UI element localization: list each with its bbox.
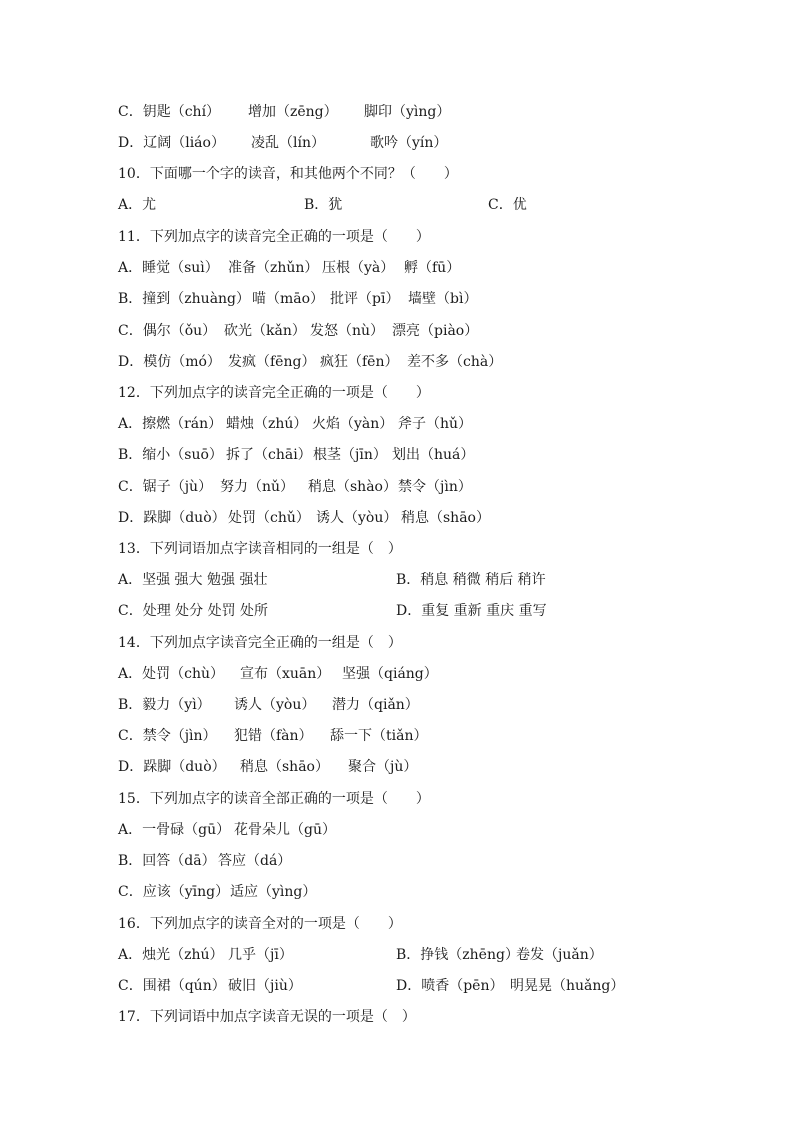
answer-option[interactable]: C．禁令（jìn）: [118, 728, 217, 744]
answer-option[interactable]: D．模仿（mó）: [118, 354, 221, 370]
question-text: 10．下面哪一个字的读音，和其他两个不同？（ ）: [118, 166, 458, 182]
word-item: 歌吟（yín）: [370, 135, 448, 151]
word-item: 增加（zēng）: [248, 104, 338, 120]
word-item: 差不多（chà）: [407, 354, 503, 370]
answer-option-b[interactable]: B．犹: [304, 197, 343, 213]
answer-option-b[interactable]: B．稍息 稍微 稍后 稍许: [396, 572, 546, 588]
answer-option[interactable]: B．毅力（yì）: [118, 697, 211, 713]
word-item: 斧子（hǔ）: [398, 416, 473, 432]
word-item: 适应（yìng）: [230, 884, 317, 900]
answer-option[interactable]: D．跺脚（duò）: [118, 510, 226, 526]
answer-option-c[interactable]: C．优: [488, 197, 527, 213]
word-item: 划出（huá）: [392, 447, 475, 463]
answer-option[interactable]: C．偶尔（ǒu）: [118, 323, 217, 339]
question-text: 12．下列加点字的读音完全正确的一项是（ ）: [118, 385, 430, 401]
word-item: 处罚（chǔ）: [228, 510, 310, 526]
question-text: 17．下列词语中加点字读音无误的一项是（ ）: [118, 1009, 416, 1025]
word-item: 准备（zhǔn）: [228, 260, 319, 276]
answer-option-b[interactable]: B．挣钱（zhēng）: [396, 947, 519, 963]
word-item: 诱人（yòu）: [316, 510, 398, 526]
word-item: 喵（māo）: [252, 291, 325, 307]
question-text: 16．下列加点字的读音全对的一项是（ ）: [118, 916, 402, 932]
answer-option-c[interactable]: C．围裙（qún）: [118, 978, 226, 994]
word-item: 努力（nǔ）: [220, 479, 295, 495]
word-item: 拆了（chāi）: [226, 447, 312, 463]
word-item: 脚印（yìng）: [364, 104, 451, 120]
word-item: 稍息（shāo）: [401, 510, 490, 526]
word-item: 火焰（yàn）: [312, 416, 394, 432]
word-item: 根茎（jīn）: [313, 447, 387, 463]
answer-option[interactable]: D．辽阔（liáo）: [118, 135, 225, 151]
answer-option-a[interactable]: A．尤: [118, 197, 157, 213]
answer-option-c[interactable]: C．处理 处分 处罚 处所: [118, 603, 269, 619]
word-item: 聚合（jù）: [348, 759, 418, 775]
word-item: 几乎（jī）: [228, 947, 293, 963]
answer-option[interactable]: A．处罚（chù）: [118, 666, 224, 682]
answer-option-d[interactable]: D．重复 重新 重庆 重写: [396, 603, 547, 619]
word-item: 诱人（yòu）: [234, 697, 316, 713]
word-item: 砍光（kǎn）: [224, 323, 306, 339]
answer-option[interactable]: A．睡觉（suì）: [118, 260, 219, 276]
word-item: 破旧（jiù）: [228, 978, 302, 994]
answer-option-a[interactable]: A．坚强 强大 勉强 强壮: [118, 572, 268, 588]
word-item: 稍息（shào）: [308, 479, 397, 495]
word-item: 疯狂（fēn）: [320, 354, 399, 370]
answer-option[interactable]: C．钥匙（chí）: [118, 104, 221, 120]
word-item: 凌乱（lín）: [251, 135, 325, 151]
answer-option[interactable]: C．锯子（jù）: [118, 479, 213, 495]
word-item: 发怒（nù）: [310, 323, 385, 339]
question-text: 14．下列加点字读音完全正确的一组是（ ）: [118, 635, 402, 651]
question-text: 11．下列加点字的读音完全正确的一项是（ ）: [118, 229, 430, 245]
word-item: 卷发（juǎn）: [516, 947, 603, 963]
word-item: 发疯（fēng）: [228, 354, 316, 370]
answer-option[interactable]: B．回答（dā）: [118, 853, 216, 869]
word-item: 压根（yà）: [322, 260, 395, 276]
word-item: 蜡烛（zhú）: [226, 416, 308, 432]
answer-option[interactable]: B．撞到（zhuàng）: [118, 291, 251, 307]
word-item: 花骨朵儿（gū）: [234, 822, 336, 838]
word-item: 稍息（shāo）: [240, 759, 329, 775]
word-item: 舔一下（tiǎn）: [330, 728, 428, 744]
word-item: 批评（pī）: [330, 291, 400, 307]
answer-option-d[interactable]: D．喷香（pēn）: [396, 978, 504, 994]
word-item: 禁令（jìn）: [398, 479, 472, 495]
answer-option[interactable]: B．缩小（suō）: [118, 447, 223, 463]
question-text: 15．下列加点字的读音全部正确的一项是（ ）: [118, 791, 430, 807]
question-text: 13．下列词语加点字读音相同的一组是（ ）: [118, 541, 402, 557]
word-item: 明晃晃（huǎng）: [510, 978, 625, 994]
answer-option-a[interactable]: A．烛光（zhú）: [118, 947, 224, 963]
word-item: 犯错（fàn）: [234, 728, 313, 744]
word-item: 墙壁（bì）: [408, 291, 478, 307]
word-item: 孵（fū）: [404, 260, 461, 276]
answer-option[interactable]: A．擦燃（rán）: [118, 416, 223, 432]
word-item: 答应（dá）: [218, 853, 292, 869]
answer-option[interactable]: C．应该（yīng）: [118, 884, 230, 900]
word-item: 潜力（qiǎn）: [332, 697, 419, 713]
answer-option[interactable]: A．一骨碌（gū）: [118, 822, 231, 838]
answer-option[interactable]: D．跺脚（duò）: [118, 759, 226, 775]
word-item: 宣布（xuān）: [240, 666, 331, 682]
word-item: 漂亮（piào）: [392, 323, 479, 339]
word-item: 坚强（qiáng）: [342, 666, 438, 682]
